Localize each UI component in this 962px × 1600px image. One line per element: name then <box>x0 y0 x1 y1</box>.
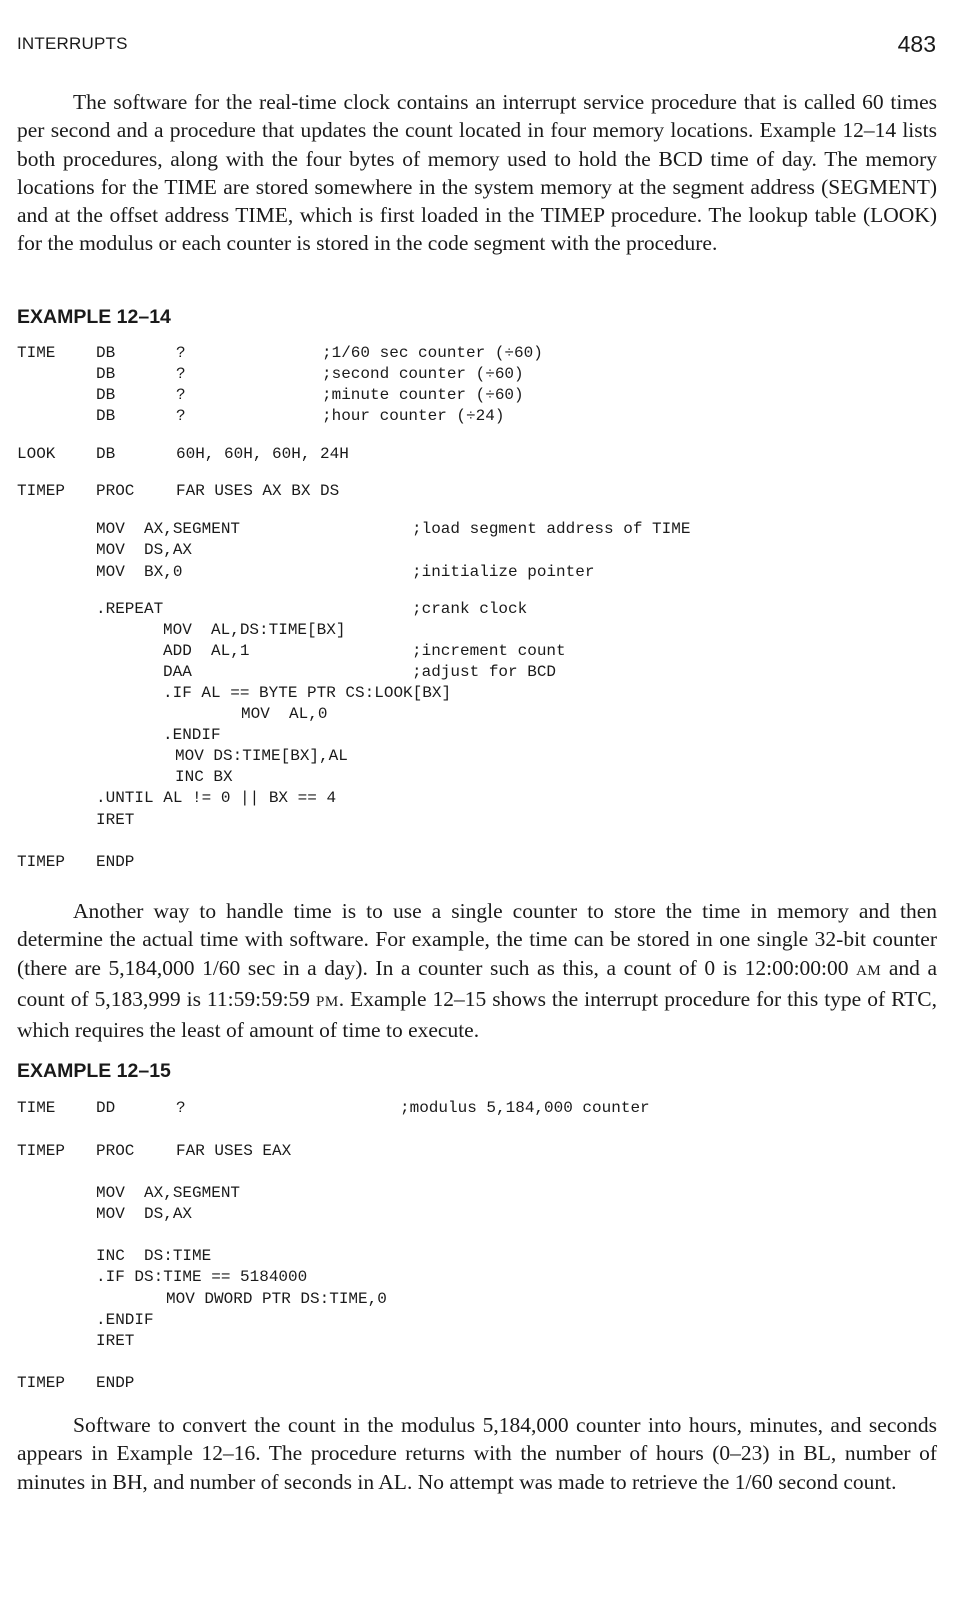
page-number: 483 <box>897 31 936 57</box>
code-token: PROC <box>96 1142 135 1160</box>
code-token: ? <box>176 344 186 362</box>
code-line: INC BX <box>175 768 233 786</box>
code-comment: ;1/60 sec counter (÷60) <box>322 344 543 362</box>
code-line: MOV AL,0 <box>241 705 328 723</box>
example-12-14-label: EXAMPLE 12–14 <box>17 306 171 328</box>
code-token: FAR USES AX BX DS <box>176 482 340 500</box>
code-comment: ;adjust for BCD <box>412 663 557 681</box>
paragraph-convert-count-text: Software to convert the count in the modulus 5,184,000 counter into hours, minutes, and seconds appears in Example 12–16. The procedure returns with the number of hours (0–23) in BL, number of minutes in BH, and number of seconds in AL. No attempt was made to retrieve the 1/60 second count. <box>17 1413 937 1494</box>
paragraph-single-counter <box>17 897 937 1044</box>
code-line: MOV DS:TIME[BX],AL <box>175 747 348 765</box>
code-comment: ;hour counter (÷24) <box>322 407 505 425</box>
code-token: TIME <box>17 1099 56 1117</box>
code-token: DB <box>96 344 116 362</box>
code-token: ? <box>176 365 186 383</box>
code-token: PROC <box>96 482 135 500</box>
code-comment: ;increment count <box>412 642 566 660</box>
paragraph-single-counter-text-b: and a count of 5,183,999 is 11:59:59:59 <box>17 955 937 1011</box>
code-line: .ENDIF <box>96 1311 154 1329</box>
paragraph-intro-text: The software for the real-time clock contains an interrupt service procedure that is called 60 times per second and a procedure that updates the count located in four memory locations. Example 12–14 lists both procedures, along with the four bytes of memory used to hold the BCD time of day. The memory locations for the TIME are stored somewhere in the system memory at the segment address (SEGMENT) and at the offset address TIME, which is first loaded in the TIMEP procedure. The lookup table (LOOK) for the modulus or each counter is stored in the code segment with the procedure. <box>17 90 937 256</box>
code-line: .IF DS:TIME == 5184000 <box>96 1268 308 1286</box>
code-line: .REPEAT <box>96 600 164 618</box>
code-comment: ;modulus 5,184,000 counter <box>400 1099 650 1117</box>
code-token: TIME <box>17 344 56 362</box>
code-comment: ;crank clock <box>412 600 528 618</box>
code-line: MOV AX,SEGMENT <box>96 520 241 538</box>
code-comment: ;minute counter (÷60) <box>322 386 524 404</box>
running-header: INTERRUPTS <box>17 34 128 53</box>
pm-marker: PM <box>316 993 339 1010</box>
code-line: MOV BX,0 <box>96 563 183 581</box>
code-line: INC DS:TIME <box>96 1247 212 1265</box>
code-line: IRET <box>96 1332 135 1350</box>
code-token: ENDP <box>96 853 135 871</box>
code-line: .UNTIL AL != 0 || BX == 4 <box>96 789 337 807</box>
code-line: MOV DWORD PTR DS:TIME,0 <box>166 1290 387 1308</box>
code-line: DAA <box>163 663 192 681</box>
code-token: DB <box>96 365 116 383</box>
code-comment: ;second counter (÷60) <box>322 365 524 383</box>
code-token: TIMEP <box>17 482 66 500</box>
code-token: TIMEP <box>17 1142 66 1160</box>
code-line: IRET <box>96 811 135 829</box>
example-12-15-label: EXAMPLE 12–15 <box>17 1060 171 1082</box>
code-token: FAR USES EAX <box>176 1142 292 1160</box>
code-line: .IF AL == BYTE PTR CS:LOOK[BX] <box>163 684 452 702</box>
code-token: TIMEP <box>17 853 66 871</box>
code-token: ? <box>176 1099 186 1117</box>
code-line: .ENDIF <box>163 726 221 744</box>
code-token: ? <box>176 407 186 425</box>
paragraph-single-counter-text-a: Another way to handle time is to use a single counter to store the time in memory and then determine the actual time with software. For example, the time can be stored in one single 32-bit counter (there are 5,184,000 1/60 sec in a day). In a counter such as this, a count of 0 is 12:00:00:00 <box>17 899 937 980</box>
code-line: MOV AX,SEGMENT <box>96 1184 241 1202</box>
code-token: DD <box>96 1099 116 1117</box>
code-line: MOV DS,AX <box>96 541 193 559</box>
code-token: DB <box>96 407 116 425</box>
code-token: TIMEP <box>17 1374 66 1392</box>
code-token: ENDP <box>96 1374 135 1392</box>
paragraph-convert-count <box>17 1411 937 1496</box>
paragraph-intro <box>17 88 937 258</box>
code-line: MOV DS,AX <box>96 1205 193 1223</box>
code-token: ? <box>176 386 186 404</box>
code-token: DB <box>96 445 116 463</box>
code-line: ADD AL,1 <box>163 642 250 660</box>
code-comment: ;initialize pointer <box>412 563 595 581</box>
code-token: 60H, 60H, 60H, 24H <box>176 445 349 463</box>
code-token: LOOK <box>17 445 56 463</box>
code-comment: ;load segment address of TIME <box>412 520 691 538</box>
am-marker: AM <box>856 962 882 979</box>
code-line: MOV AL,DS:TIME[BX] <box>163 621 346 639</box>
paragraph-single-counter-text-c: . Example 12–15 shows the interrupt procedure for this type of RTC, which requires the least of amount of time to execute. <box>17 986 937 1043</box>
code-token: DB <box>96 386 116 404</box>
